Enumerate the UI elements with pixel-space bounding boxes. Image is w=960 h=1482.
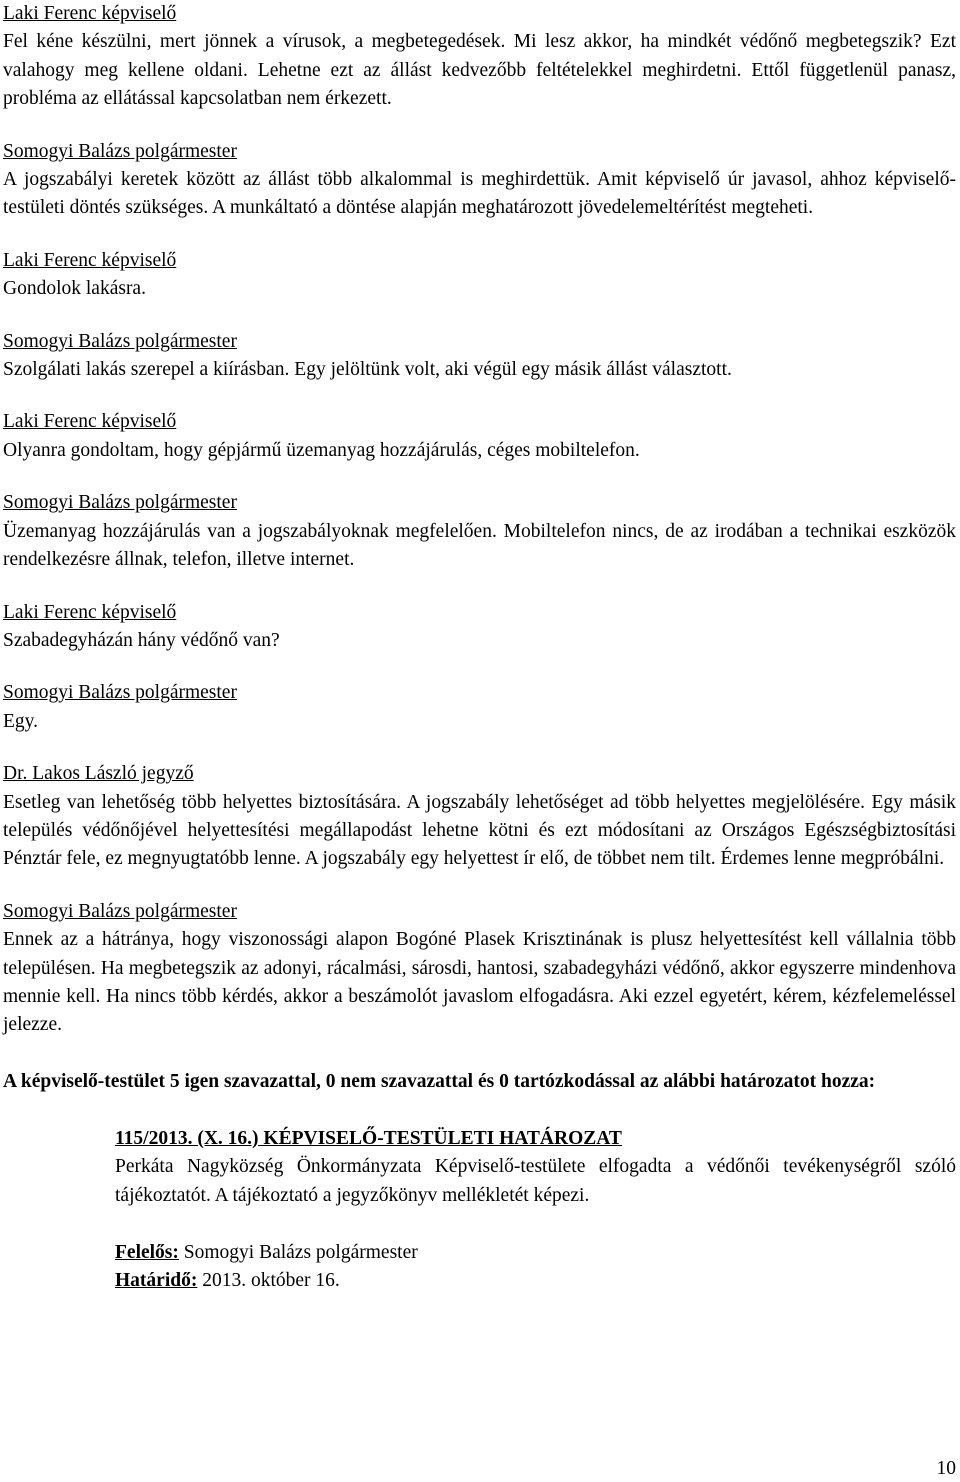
exchange-5 [3,408,956,465]
responsible-line [115,1239,956,1267]
speaker-name: Somogyi Balázs polgármester [3,682,237,704]
speech-text: Üzemanyag hozzájárulás van a jogszabályoknak megfelelően. Mobiltelefon nincs, de az irodában a technikai eszközök rendelkezésre állnak, telefon, illetve internet. [3,520,956,571]
speaker-name: Somogyi Balázs polgármester [3,330,237,352]
speaker-name: Dr. Lakos László jegyző [3,763,194,785]
speaker-name: Laki Ferenc képviselő [3,249,177,271]
resolution-block [115,1125,956,1295]
vote-result: A képviselő-testület 5 igen szavazattal, 0 nem szavazattal és 0 tartózkodással az alábbi határozatot hozza: [3,1071,876,1093]
speech-text: Fel kéne készülni, mert jönnek a vírusok, a megbetegedések. Mi lesz akkor, ha mindkét védőnő megbetegszik? Ezt valahogy meg kellene oldani. Lehetne ezt az állást kedvezőbb feltételekkel meghirdetni. Ettől függetlenül panasz, probléma az ellátással kapcsolatban nem érkezett. [3,31,956,110]
speaker-name: Laki Ferenc képviselő [3,601,177,623]
speech-text: Esetleg van lehetőség több helyettes biztosítására. A jogszabály lehetőséget ad több helyettes megjelölésére. Egy másik település védőnőjével helyettesítési megállapodást lehetne kötni és ezt módosítani az Országos Egészségbiztosítási Pénztár fele, ez megnyugtatóbb lenne. A jogszabály egy helyettest ír elő, de többet nem tilt. Érdemes lenne megpróbálni. [3,791,956,870]
exchange-3 [3,247,956,304]
speaker-name: Somogyi Balázs polgármester [3,140,237,162]
exchange-6 [3,489,956,574]
speech-text: Gondolok lakásra. [3,278,146,300]
speech-text: A jogszabályi keretek között az állást több alkalommal is meghirdettük. Amit képviselő úr javasol, ahhoz képviselő-testületi döntés szükséges. A munkáltató a döntése alapján meghatározott jövedelemeltérítést megteheti. [3,169,956,219]
exchange-10 [3,898,956,1040]
speech-text: Egy. [3,710,39,732]
resolution-text: Perkáta Nagyközség Önkormányzata Képviselő-testülete elfogadta a védőnői tevékenységről szóló tájékoztatót. A tájékoztató a jegyzőkönyv mellékletét képezi. [115,1156,956,1206]
speaker-name: Somogyi Balázs polgármester [3,492,237,514]
responsible-label: Felelős: [115,1241,179,1263]
document-page [3,0,956,1295]
exchange-7 [3,599,956,656]
speaker-name: Laki Ferenc képviselő [3,411,177,433]
deadline-value: 2013. október 16. [197,1269,340,1291]
speech-text: Ennek az a hátránya, hogy viszonossági alapon Bogóné Plasek Krisztinának is plusz helyettesítést kell vállalnia több településen. Ha megbetegszik az adonyi, rácalmási, sárosdi, hantosi, szabadegyházi védőnő, akkor egyszerre mindenhova mennie kell. Ha nincs több kérdés, akkor a beszámolót javaslom elfogadásra. Aki ezzel egyetért, kérem, kézfelemeléssel jelezze. [3,929,956,1036]
exchange-1 [3,0,956,114]
exchange-9 [3,760,956,874]
exchange-4 [3,328,956,385]
page-number: 10 [936,1458,956,1479]
speech-text: Szabadegyházán hány védőnő van? [3,629,280,651]
speaker-name: Somogyi Balázs polgármester [3,900,237,922]
speech-text: Szolgálati lakás szerepel a kiírásban. Egy jelöltünk volt, aki végül egy másik állást választott. [3,359,732,381]
exchange-2 [3,138,956,223]
responsible-value: Somogyi Balázs polgármester [178,1241,418,1263]
resolution-title: 115/2013. (X. 16.) KÉPVISELŐ-TESTÜLETI HATÁROZAT [115,1127,622,1149]
deadline-label: Határidő: [115,1269,198,1291]
speech-text: Olyanra gondoltam, hogy gépjármű üzemanyag hozzájárulás, céges mobiltelefon. [3,439,640,461]
exchange-8 [3,679,956,736]
deadline-line [115,1267,956,1295]
speaker-name: Laki Ferenc képviselő [3,3,177,24]
